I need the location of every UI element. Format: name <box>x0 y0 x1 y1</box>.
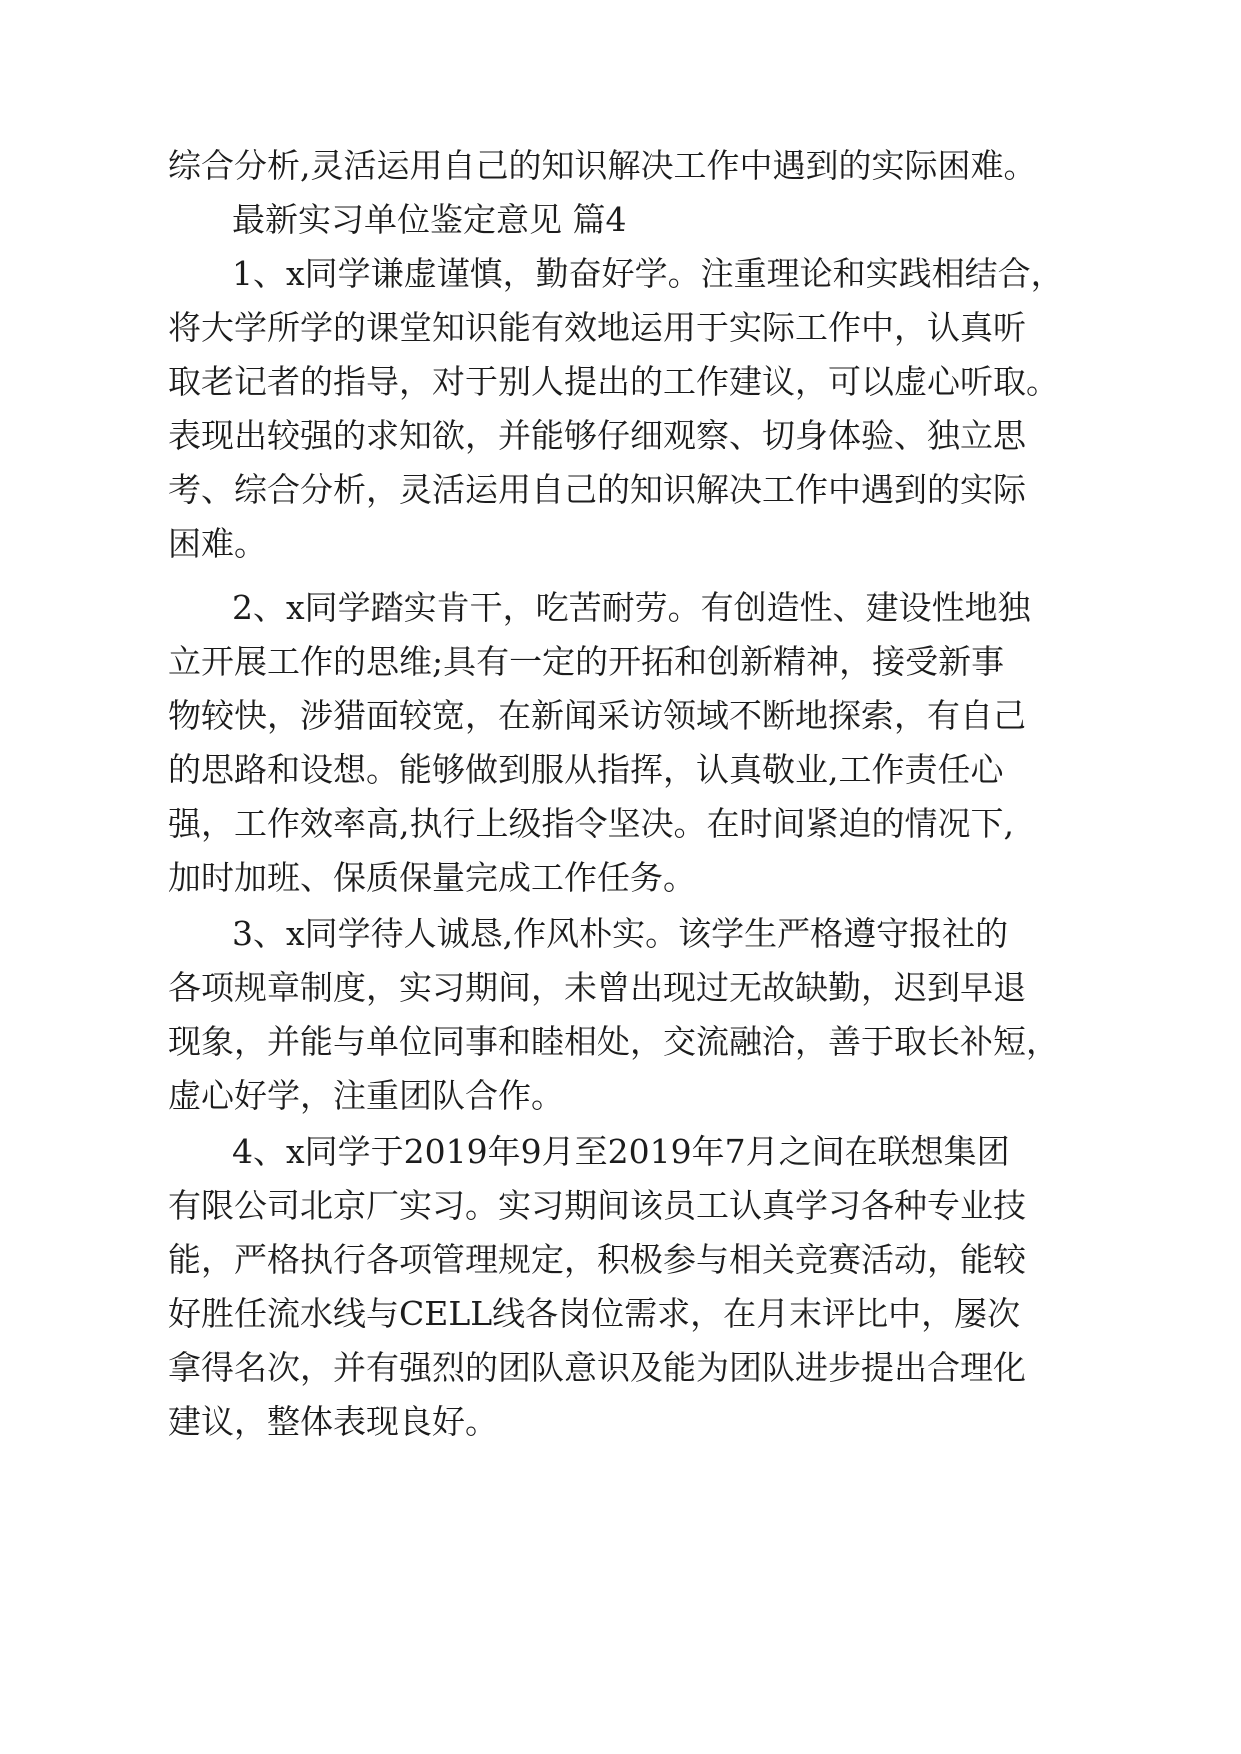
text-line: 建议，整体表现良好。 <box>168 1402 498 1441</box>
text-line: 的思路和设想。能够做到服从指挥，认真敬业,工作责任心 <box>168 750 1004 789</box>
text-line: 将大学所学的课堂知识能有效地运用于实际工作中，认真听 <box>168 308 1026 347</box>
text-line: 取老记者的指导，对于别人提出的工作建议，可以虚心听取。 <box>168 362 1059 401</box>
text-line: 立开展工作的思维;具有一定的开拓和创新精神，接受新事 <box>168 642 1005 681</box>
text-line: 2、x同学踏实肯干，吃苦耐劳。有创造性、建设性地独 <box>232 588 1031 627</box>
text-line: 1、x同学谦虚谨慎，勤奋好学。注重理论和实践相结合， <box>232 254 1064 293</box>
text-line: 拿得名次，并有强烈的团队意识及能为团队进步提出合理化 <box>168 1348 1026 1387</box>
text-line: 困难。 <box>168 524 267 563</box>
text-line: 虚心好学，注重团队合作。 <box>168 1076 564 1115</box>
section-heading: 最新实习单位鉴定意见 篇4 <box>232 200 627 239</box>
text-line: 表现出较强的求知欲，并能够仔细观察、切身体验、独立思 <box>168 416 1026 455</box>
text-line: 现象，并能与单位同事和睦相处，交流融洽，善于取长补短， <box>168 1022 1059 1061</box>
text-line: 物较快，涉猎面较宽，在新闻采访领域不断地探索，有自己 <box>168 696 1026 735</box>
text-line: 加时加班、保质保量完成工作任务。 <box>168 858 696 897</box>
text-line: 各项规章制度，实习期间，未曾出现过无故缺勤，迟到早退 <box>168 968 1026 1007</box>
text-line: 能，严格执行各项管理规定，积极参与相关竞赛活动，能较 <box>168 1240 1026 1279</box>
text-line: 4、x同学于2019年9月至2019年7月之间在联想集团 <box>232 1132 1010 1171</box>
text-line: 考、综合分析，灵活运用自己的知识解决工作中遇到的实际 <box>168 470 1026 509</box>
text-line: 综合分析,灵活运用自己的知识解决工作中遇到的实际困难。 <box>168 146 1037 185</box>
text-line: 好胜任流水线与CELL线各岗位需求，在月末评比中，屡次 <box>168 1294 1021 1333</box>
text-line: 强，工作效率高,执行上级指令坚决。在时间紧迫的情况下, <box>168 804 1014 843</box>
text-line: 3、x同学待人诚恳,作风朴实。该学生严格遵守报社的 <box>232 914 1009 953</box>
text-line: 有限公司北京厂实习。实习期间该员工认真学习各种专业技 <box>168 1186 1026 1225</box>
